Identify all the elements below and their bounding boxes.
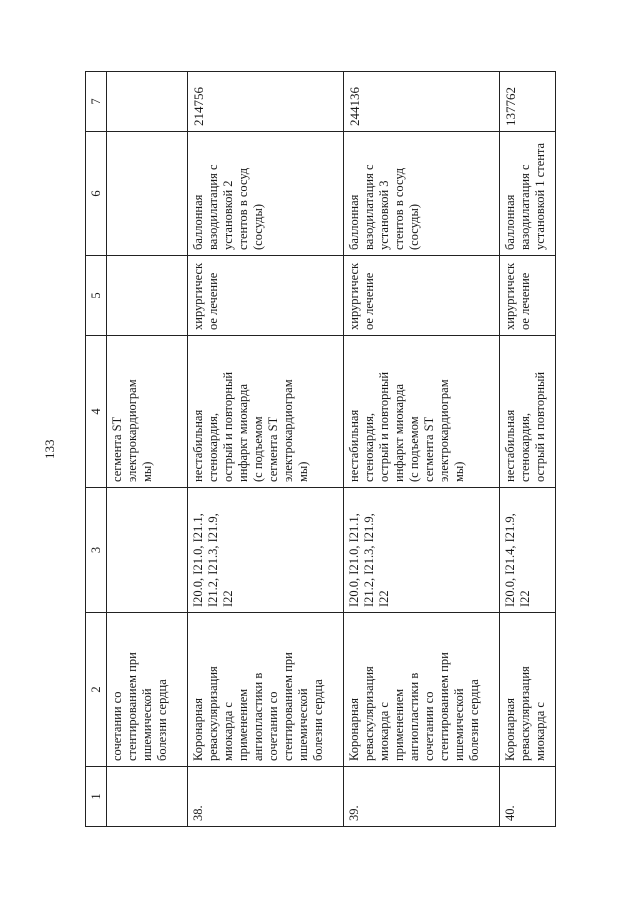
cell-method: баллонная вазодилатация с установкой 2 стентов в сосуд (сосуды) — [188, 132, 344, 256]
cell-treatment-type: хирургическ ое лечение — [500, 256, 556, 336]
cell-method: баллонная вазодилатация с установкой 3 стентов в сосуд (сосуды) — [344, 132, 500, 256]
cell-name: Коронарная реваскуляризация миокарда с применением ангиопластики в сочетании со стентированием при ишемической болезни сердца — [188, 613, 344, 767]
cell-name: Коронарная реваскуляризация миокарда с — [500, 613, 556, 767]
header-cell: 1 — [86, 767, 107, 827]
cell-treatment-type: хирургическ ое лечение — [188, 256, 344, 336]
cell-number: 39. — [344, 767, 500, 827]
cell-number — [107, 767, 188, 827]
medical-care-table — [85, 71, 556, 827]
header-cell: 3 — [86, 488, 107, 613]
cell-patient-model: нестабильная стенокардия, острый и повторный инфаркт миокарда (с подъемом сегмента ST электрокардиограм мы) — [344, 336, 500, 488]
cell-price: 244136 — [344, 72, 500, 132]
cell-method — [107, 132, 188, 256]
cell-treatment-type — [107, 256, 188, 336]
cell-codes: I20.0, I21.4, I21.9, I22 — [500, 488, 556, 613]
cell-patient-model: нестабильная стенокардия, острый и повторный инфаркт миокарда (с подъемом сегмента ST электрокардиограм мы) — [188, 336, 344, 488]
page-number-text: 133 — [42, 439, 57, 459]
page-number — [40, 439, 56, 463]
header-cell: 7 — [86, 72, 107, 132]
cell-codes: I20.0, I21.0, I21.1, I21.2, I21.3, I21.9, I22 — [188, 488, 344, 613]
table-row — [107, 72, 188, 827]
header-cell: 4 — [86, 336, 107, 488]
cell-number: 40. — [500, 767, 556, 827]
cell-name: Коронарная реваскуляризация миокарда с применением ангиопластики в сочетании со стентированием при ишемической болезни сердца — [344, 613, 500, 767]
cell-name: сочетании со стентированием при ишемической болезни сердца — [107, 613, 188, 767]
cell-patient-model: нестабильная стенокардия, острый и повторный — [500, 336, 556, 488]
cell-price — [107, 72, 188, 132]
cell-number: 38. — [188, 767, 344, 827]
table-row — [344, 72, 500, 827]
cell-treatment-type: хирургическ ое лечение — [344, 256, 500, 336]
cell-codes: I20.0, I21.0, I21.1, I21.2, I21.3, I21.9, I22 — [344, 488, 500, 613]
cell-price: 214756 — [188, 72, 344, 132]
rotated-table — [85, 72, 545, 827]
table-row — [188, 72, 344, 827]
table-row — [500, 72, 556, 827]
cell-method: баллонная вазодилатация с установкой 1 стента — [500, 132, 556, 256]
table-header-row — [86, 72, 107, 827]
header-cell: 6 — [86, 132, 107, 256]
table-container — [85, 72, 545, 827]
cell-codes — [107, 488, 188, 613]
cell-price: 137762 — [500, 72, 556, 132]
header-cell: 5 — [86, 256, 107, 336]
header-cell: 2 — [86, 613, 107, 767]
cell-patient-model: сегмента ST электрокардиограм мы) — [107, 336, 188, 488]
